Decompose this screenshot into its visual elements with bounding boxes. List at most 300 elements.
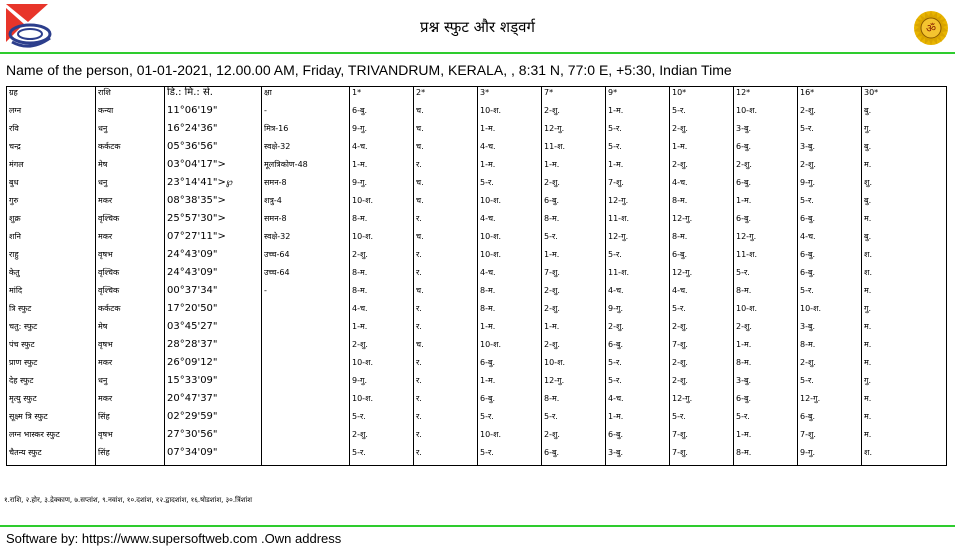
table-cell: लग्न [7,105,96,123]
table-cell: म. [862,285,947,303]
table-cell: 4-च. [350,303,414,321]
table-row [7,213,947,231]
table-cell: 5-र. [606,141,670,159]
table-row [7,321,947,339]
table-cell: 5-र. [670,105,734,123]
table-cell: 10-श. [478,195,542,213]
table-cell: मंगल [7,159,96,177]
table-cell: 11°06'19" [165,105,262,123]
table-cell: 2-शु. [606,321,670,339]
table-cell: बुध [7,177,96,195]
table-cell: 6-बु. [734,213,798,231]
table-cell: च. [414,141,478,159]
table-cell: 2-शु. [670,357,734,375]
column-header: राशि [96,87,165,106]
table-header-row [7,87,947,106]
column-header: ग्रह [7,87,96,106]
table-cell: 5-र. [542,231,606,249]
table-cell: समन-8 [262,177,350,195]
table-cell: मकर [96,393,165,411]
table-cell: 24°43'09" [165,249,262,267]
table-cell: 8-म. [670,195,734,213]
table-cell: 6-बु. [734,393,798,411]
table-cell: 2-शु. [670,123,734,141]
table-cell: 6-बु. [734,141,798,159]
table-cell: 7-शु. [542,267,606,285]
table-cell: 2-शु. [670,159,734,177]
table-cell: 1-म. [478,321,542,339]
table-row [7,105,947,123]
table-cell: च. [414,195,478,213]
table-cell: कर्कटक [96,141,165,159]
table-cell: 2-शु. [542,105,606,123]
column-header: 2* [414,87,478,106]
table-row [7,357,947,375]
table-cell: 12-गु. [542,375,606,393]
table-cell: 10-श. [798,303,862,321]
table-cell: गु. [862,375,947,393]
column-header: 7* [542,87,606,106]
table-cell: 1-म. [606,411,670,429]
table-cell: 4-च. [350,141,414,159]
table-cell: र. [414,159,478,177]
table-cell: 3-बु. [798,141,862,159]
table-cell: 8-म. [350,267,414,285]
table-row [7,339,947,357]
table-cell: 6-बु. [798,267,862,285]
table-cell: 8-म. [478,303,542,321]
table-cell: 5-र. [734,267,798,285]
table-cell: 2-शु. [670,375,734,393]
table-row [7,177,947,195]
svg-text:ॐ: ॐ [925,22,937,35]
table-cell: 5-र. [478,411,542,429]
table-cell: श. [862,249,947,267]
table-cell: 6-बु. [350,105,414,123]
table-cell: 7-शु. [798,429,862,447]
table-cell: 8-म. [478,285,542,303]
table-cell: मूलत्रिकोण-48 [262,159,350,177]
table-cell: 8-म. [734,357,798,375]
table-cell: र. [414,447,478,466]
table-row [7,231,947,249]
table-cell: 1-म. [542,159,606,177]
table-cell: 1-म. [542,321,606,339]
table-cell: 5-र. [606,357,670,375]
table-cell: सूक्ष्म त्रि स्फुट [7,411,96,429]
table-cell: वृश्चिक [96,213,165,231]
table-cell: वृषभ [96,339,165,357]
table-cell: मांदि [7,285,96,303]
person-details: Name of the person, 01-01-2021, 12.00.00 AM, Friday, TRIVANDRUM, KERALA, , 8:31 N, 77:0 E, +5:30, Indian Time [6,62,732,78]
table-row [7,429,947,447]
table-cell: 8-म. [350,213,414,231]
table-cell: 8-म. [542,213,606,231]
table-cell: 3-बु. [734,375,798,393]
table-cell: शनि [7,231,96,249]
table-cell: 7-शु. [670,429,734,447]
table-cell: 1-म. [478,159,542,177]
table-cell: उच्च-64 [262,249,350,267]
table-cell: र. [414,213,478,231]
table-cell: 9-गु. [350,123,414,141]
table-cell: र. [414,429,478,447]
table-cell: म. [862,357,947,375]
table-cell: 8-म. [798,339,862,357]
table-cell: गु. [862,303,947,321]
table-cell: बु. [862,195,947,213]
table-cell: 5-र. [350,447,414,466]
column-header: 30* [862,87,947,106]
table-cell: 12-गु. [734,231,798,249]
table-cell: 8-म. [542,393,606,411]
table-cell: 4-च. [798,231,862,249]
table-cell: 7-शु. [606,177,670,195]
table-row [7,303,947,321]
table-cell: मकर [96,357,165,375]
table-cell: 2-शु. [734,321,798,339]
table-cell: 7-शु. [670,447,734,466]
table-row [7,267,947,285]
table-cell: 1-म. [606,105,670,123]
table-cell: 6-बु. [798,411,862,429]
table-cell: बु. [862,105,947,123]
table-cell: 5-र. [606,375,670,393]
table-cell [262,303,350,321]
table-cell: 2-शु. [542,303,606,321]
table-cell: 4-च. [478,267,542,285]
table-cell: मकर [96,231,165,249]
table-cell: 8-म. [734,447,798,466]
table-cell [262,447,350,466]
table-cell: 5-र. [798,285,862,303]
table-cell: 2-शु. [798,357,862,375]
table-cell: 3-बु. [606,447,670,466]
table-cell: बु. [862,231,947,249]
table-cell: र. [414,267,478,285]
table-cell: - [262,105,350,123]
om-sun-icon [913,10,949,46]
table-cell: 4-च. [606,393,670,411]
table-cell: म. [862,159,947,177]
table-cell: 5-र. [478,177,542,195]
table-cell: 10-श. [478,249,542,267]
table-cell: धनु [96,123,165,141]
column-header: क्षा [262,87,350,106]
table-cell: 8-म. [734,285,798,303]
table-cell: 6-बु. [542,447,606,466]
table-cell: 4-च. [670,177,734,195]
column-header: 1* [350,87,414,106]
table-cell: देह स्फुट [7,375,96,393]
table-cell: केतु [7,267,96,285]
table-cell: 15°33'09" [165,375,262,393]
table-cell: 5-र. [350,411,414,429]
header-divider [0,52,955,54]
table-cell: मेष [96,159,165,177]
table-cell: 25°57'30"> [165,213,262,231]
table-cell: 26°09'12" [165,357,262,375]
table-cell: 5-र. [670,303,734,321]
table-cell: 1-म. [350,159,414,177]
table-cell: 02°29'59" [165,411,262,429]
table-cell: च. [414,105,478,123]
table-cell: 5-र. [670,411,734,429]
table-cell: 10-श. [734,303,798,321]
table-cell: 1-म. [734,195,798,213]
table-cell: 1-म. [478,375,542,393]
table-cell: 10-श. [478,429,542,447]
table-cell: 2-शु. [542,429,606,447]
table-cell: शुक्र [7,213,96,231]
table-cell: 2-शु. [542,339,606,357]
column-header: 12* [734,87,798,106]
table-cell: च. [414,339,478,357]
table-cell: पंच स्फुट [7,339,96,357]
table-cell: शत्रु-4 [262,195,350,213]
table-cell: 12-गु. [606,231,670,249]
table-cell: र. [414,357,478,375]
table-cell [262,321,350,339]
table-cell: 1-म. [350,321,414,339]
table-cell: लग्न भास्कर स्फुट [7,429,96,447]
table-cell: 12-गु. [670,393,734,411]
table-cell: 2-शु. [350,339,414,357]
table-cell: 11-श. [606,267,670,285]
table-cell: सिंह [96,447,165,466]
table-cell: रवि [7,123,96,141]
table-cell: 1-म. [734,429,798,447]
table-cell: 07°34'09" [165,447,262,466]
table-cell: 4-च. [478,141,542,159]
table-cell: 9-गु. [350,375,414,393]
table-row [7,195,947,213]
table-cell: 3-बु. [734,123,798,141]
table-cell: 10-श. [478,231,542,249]
table-cell: 6-बु. [798,249,862,267]
table-cell: च. [414,177,478,195]
table-cell: च. [414,231,478,249]
table-cell: 10-श. [542,357,606,375]
table-cell: चैतन्य स्फुट [7,447,96,466]
table-cell: 4-च. [606,285,670,303]
table-cell: 8-म. [350,285,414,303]
table-cell: मेष [96,321,165,339]
table-cell: शु. [862,177,947,195]
table-cell: 5-र. [606,123,670,141]
table-cell: त्रि स्फुट [7,303,96,321]
column-header: 16* [798,87,862,106]
table-cell: च. [414,285,478,303]
table-row [7,393,947,411]
table-cell: 1-म. [670,141,734,159]
table-cell: म. [862,339,947,357]
table-cell [262,429,350,447]
table-cell: 12-गु. [670,267,734,285]
table-cell: स्वक्षे-32 [262,141,350,159]
table-row [7,411,947,429]
page-title: प्रश्न स्फुट और शड्वर्ग [420,18,535,36]
table-cell: र. [414,321,478,339]
table-row [7,123,947,141]
column-header: डि.: मि.: से. [165,87,262,106]
table-cell: 27°30'56" [165,429,262,447]
table-cell: 9-गु. [606,303,670,321]
column-header: 3* [478,87,542,106]
table-cell: 23°14'41">℘ [165,177,262,195]
table-row [7,159,947,177]
table-cell: मित्र-16 [262,123,350,141]
table-cell: 12-गु. [606,195,670,213]
table-cell [262,411,350,429]
table-cell: श. [862,447,947,466]
table-cell: 6-बु. [734,177,798,195]
table-cell: स्वक्षे-32 [262,231,350,249]
table-cell: 12-गु. [542,123,606,141]
table-cell: 3-बु. [798,321,862,339]
table-cell: बु. [862,141,947,159]
table-cell: 10-श. [350,231,414,249]
table-cell: वृश्चिक [96,285,165,303]
table-row [7,375,947,393]
table-cell: 6-बु. [478,357,542,375]
table-cell: चन्द्र [7,141,96,159]
table-cell: र. [414,411,478,429]
footer-divider [0,525,955,527]
table-cell [262,375,350,393]
table-cell: 17°20'50" [165,303,262,321]
table-cell: 05°36'56" [165,141,262,159]
table-cell: 7-शु. [670,339,734,357]
table-cell: 6-बु. [542,195,606,213]
table-cell: र. [414,393,478,411]
table-cell: 6-बु. [606,339,670,357]
table-cell: 10-श. [350,357,414,375]
table-cell: 11-श. [734,249,798,267]
table-cell: 6-बु. [798,213,862,231]
table-cell: 5-र. [734,411,798,429]
table-cell: र. [414,375,478,393]
table-cell: 1-म. [542,249,606,267]
table-cell: म. [862,429,947,447]
table-row [7,141,947,159]
table-cell: धनु [96,375,165,393]
table-cell: 12-गु. [670,213,734,231]
table-cell: 1-म. [734,339,798,357]
varga-legend: १.राशि, २.होर, ३.द्रेक्काण, ७.सप्तांश, ९.नवांश, १०.दशांश, १२.द्वादशांश, १६.षोडशांश, ३०.त्रिंशांश [4,496,253,504]
table-cell: 5-र. [606,249,670,267]
table-cell: 1-म. [478,123,542,141]
table-cell: 11-श. [542,141,606,159]
table-cell: 10-श. [734,105,798,123]
table-cell [262,393,350,411]
table-cell: 10-श. [350,195,414,213]
table-cell: 2-शु. [542,285,606,303]
table-cell: 6-बु. [478,393,542,411]
table-cell: श. [862,267,947,285]
table-cell: 07°27'11"> [165,231,262,249]
table-cell: 2-शु. [350,429,414,447]
table-cell: 08°38'35"> [165,195,262,213]
table-cell: गुरु [7,195,96,213]
table-cell: 8-म. [670,231,734,249]
table-cell: 10-श. [478,105,542,123]
table-cell: 9-गु. [798,447,862,466]
table-cell: र. [414,303,478,321]
table-cell: 2-शु. [798,105,862,123]
table-cell: कर्कटक [96,303,165,321]
table-cell [262,357,350,375]
table-row [7,447,947,466]
table-cell: मकर [96,195,165,213]
column-header: 9* [606,87,670,106]
table-cell: 2-शु. [798,159,862,177]
table-cell: राहु [7,249,96,267]
table-cell: 4-च. [670,285,734,303]
table-cell: 12-गु. [798,393,862,411]
table-cell: 2-शु. [542,177,606,195]
shadvarga-table [6,86,947,466]
table-cell: 10-श. [350,393,414,411]
table-cell: 03°04'17"> [165,159,262,177]
table-cell: समन-8 [262,213,350,231]
table-cell: 28°28'37" [165,339,262,357]
table-cell: 1-म. [606,159,670,177]
table-cell: गु. [862,123,947,141]
table-cell: वृश्चिक [96,267,165,285]
table-cell: म. [862,411,947,429]
table-cell: 2-शु. [670,321,734,339]
table-cell: 5-र. [542,411,606,429]
software-credit: Software by: https://www.supersoftweb.com .Own address [6,531,342,546]
table-cell: 20°47'37" [165,393,262,411]
table-cell: म. [862,393,947,411]
table-cell: 11-श. [606,213,670,231]
table-cell: वृषभ [96,429,165,447]
table-row [7,249,947,267]
column-header: 10* [670,87,734,106]
table-cell: 9-गु. [350,177,414,195]
table-cell: 5-र. [798,195,862,213]
table-cell: च. [414,123,478,141]
table-cell: कन्या [96,105,165,123]
table-cell: 2-शु. [734,159,798,177]
table-cell: 5-र. [798,123,862,141]
table-cell: 10-श. [478,339,542,357]
table-cell [262,339,350,357]
table-cell: म. [862,213,947,231]
table-cell: - [262,285,350,303]
table-cell: सिंह [96,411,165,429]
table-cell: धनु [96,177,165,195]
table-cell: चतु: स्फुट [7,321,96,339]
table-cell: 00°37'34" [165,285,262,303]
table-cell: र. [414,249,478,267]
table-cell: 6-बु. [606,429,670,447]
table-cell: 16°24'36" [165,123,262,141]
table-cell: 4-च. [478,213,542,231]
table-cell: 6-बु. [670,249,734,267]
table-cell: 2-शु. [350,249,414,267]
table-cell: उच्च-64 [262,267,350,285]
table-cell: 5-र. [798,375,862,393]
table-cell: 9-गु. [798,177,862,195]
table-cell: प्राण स्फुट [7,357,96,375]
table-cell: 03°45'27" [165,321,262,339]
table-cell: म. [862,321,947,339]
table-cell: वृषभ [96,249,165,267]
table-cell: मृत्यु स्फुट [7,393,96,411]
